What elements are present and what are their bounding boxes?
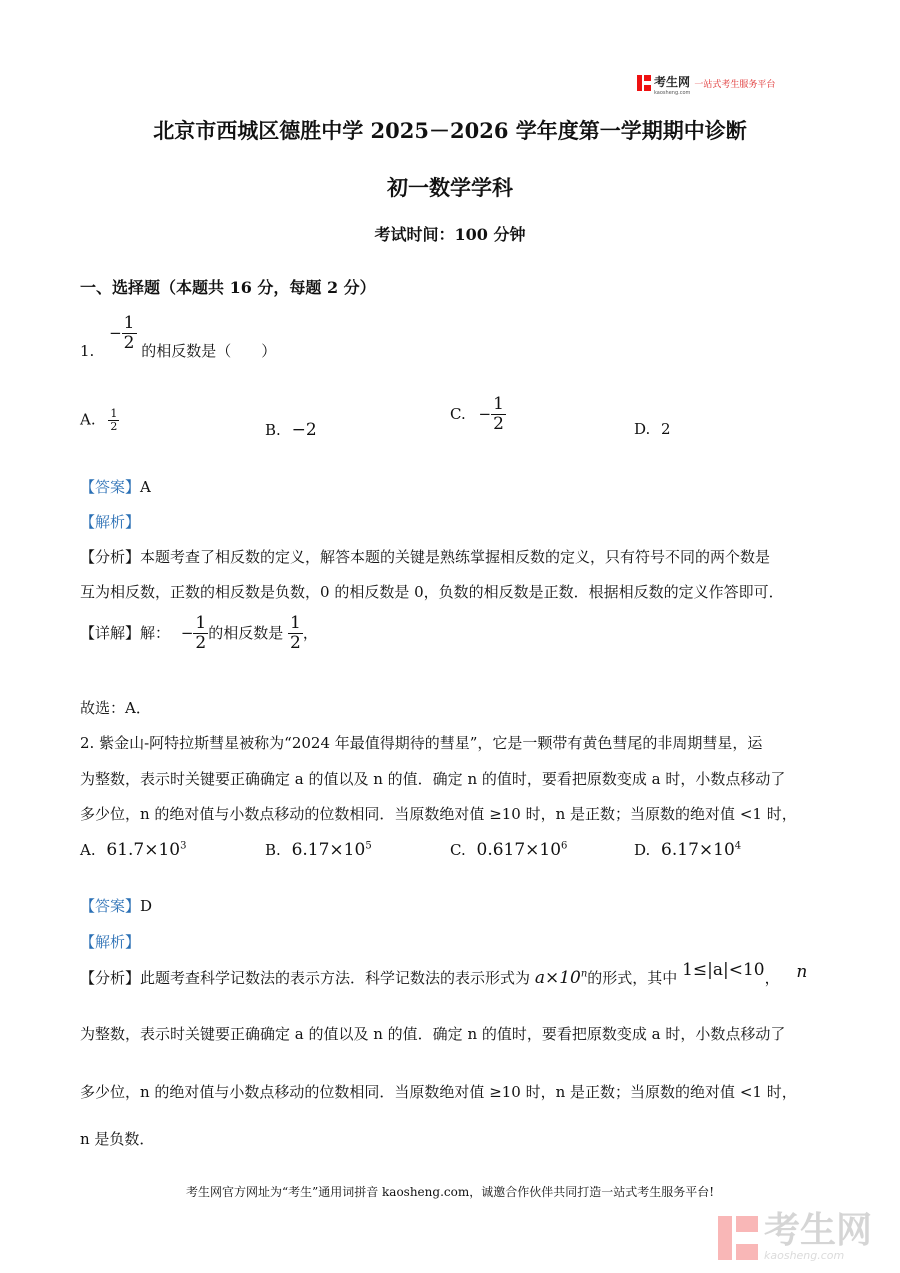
q2-fenxi-line4: n 是负数． (80, 1130, 155, 1148)
q1-stem (80, 314, 276, 360)
logo-slogan: 一站式考生服务平台 (694, 79, 776, 90)
q1-option-a: A. $\frac{1}{2}$ (80, 407, 118, 434)
q1-option-a-fraction: $\frac{1}{2}$ (110, 407, 118, 434)
section-title: 一、选择题（本题共 16 分，每题 2 分） (80, 278, 376, 297)
q1-option-c-fraction: $\frac{1}{2}$ (493, 394, 504, 434)
logo-name: 考生网 (654, 74, 691, 89)
page-title: 北京市西城区德胜中学 2025－2026 学年度第一学期期中诊断 (153, 118, 747, 143)
q1-answer: 【答案】A (80, 478, 151, 496)
exam-time: 考试时间：100 分钟 (374, 225, 526, 244)
watermark-name: 考生网 (764, 1210, 873, 1251)
watermark-logo (718, 1210, 873, 1262)
q2-option-a: A. $61.7\times 10^3$ (80, 840, 187, 860)
q1-stem-text: 的相反数是（ ） (141, 342, 277, 360)
watermark-icon (718, 1216, 758, 1260)
q2-fenxi-line1: 【分析】此题考查科学记数法的表示方法．科学记数法的表示形式为 $a\times 10^n$的形式，其中 1≤|a|<10， n (80, 960, 808, 988)
q2-fenxi-line2: 为整数，表示时关键要正确确定 a 的值以及 n 的值．确定 n 的值时，要看把原数变成 a 时，小数点移动了 (80, 1025, 786, 1043)
q1-fraction: $\frac{1}{2}$ (123, 313, 135, 353)
q2-stem-line2: 为整数，表示时关键要正确确定 a 的值以及 n 的值．确定 n 的值时，要看把原数变成 a 时，小数点移动了 (80, 770, 786, 788)
q1-detail-fraction-1: $\frac{1}{2}$ (195, 613, 207, 653)
q1-fenxi-line2: 互为相反数，正数的相反数是负数，0 的相反数是 0，负数的相反数是正数．根据相反数的定义作答即可． (80, 583, 784, 601)
q1-detail-fraction-2: $\frac{1}{2}$ (290, 613, 301, 653)
q1-conclusion: 故选：A． (80, 699, 151, 717)
q2-fenxi-line3: 多少位，n 的绝对值与小数点移动的位数相同．当原数绝对值 ≥10 时，n 是正数；当原数的绝对值 <1 时， (80, 1083, 797, 1101)
page-subtitle: 初一数学学科 (387, 175, 513, 200)
q2-answer: 【答案】D (80, 897, 153, 915)
logo-site: kaosheng.com (654, 89, 691, 96)
q1-option-c: C. − $\frac{1}{2}$ (450, 394, 504, 434)
logo-icon (637, 75, 651, 91)
q2-stem-line1: 2. 紫金山-阿特拉斯彗星被称为“2024 年最值得期待的彗星”，它是一颗带有黄色彗尾的非周期彗星，运 (80, 734, 763, 752)
q2-option-b: B. $6.17\times 10^5$ (265, 840, 372, 860)
q2-option-d: D. $6.17\times 10^4$ (634, 840, 742, 860)
footer-text: 考生网官方网址为“考生”通用词拼音 kaosheng.com，诚邀合作伙伴共同打造一站式考生服务平台! (185, 1185, 715, 1199)
q2-option-c: C. $0.617\times 10^6$ (450, 840, 568, 860)
q1-option-d: D. 2 (634, 420, 671, 438)
q1-detail: 【详解】解： − $\frac{1}{2}$ 的相反数是 $\frac{1}{2}$ ， (80, 613, 318, 653)
q1-analysis-tag: 【解析】 (80, 513, 141, 531)
q2-stem-line3: 多少位，n 的绝对值与小数点移动的位数相同．当原数绝对值 ≥10 时，n 是正数；当原数的绝对值 <1 时， (80, 805, 797, 823)
q1-fenxi-line1: 【分析】本题考查了相反数的定义，解答本题的关键是熟练掌握相反数的定义，只有符号不同的两个数是 (80, 548, 771, 566)
header-logo (637, 74, 776, 96)
q2-analysis-tag: 【解析】 (80, 933, 141, 951)
watermark-site: kaosheng.com (764, 1249, 845, 1262)
q1-number: 1. (80, 342, 95, 360)
q1-option-b: B. −2 (265, 420, 317, 440)
q1-minus: − (109, 324, 122, 343)
